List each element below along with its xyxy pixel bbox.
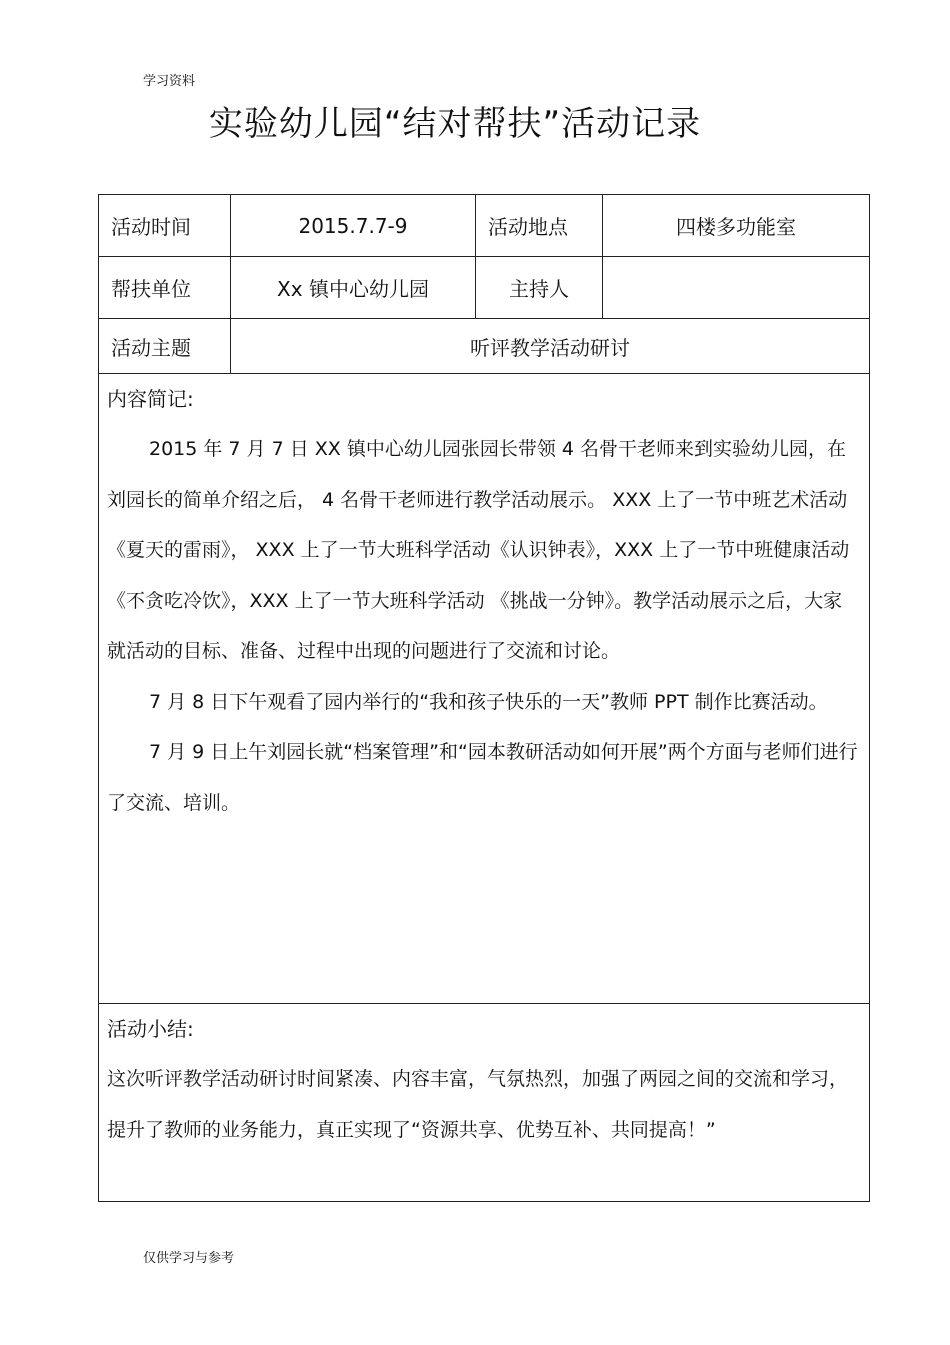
unit-value: Xx 镇中心幼儿园	[231, 257, 476, 319]
row-content	[99, 374, 870, 1004]
host-label: 主持人	[476, 257, 603, 319]
row-theme	[99, 319, 870, 374]
theme-value: 听评教学活动研讨	[231, 319, 870, 374]
unit-label: 帮扶单位	[99, 257, 231, 319]
content-paragraph: 2015 年 7 月 7 日 XX 镇中心幼儿园张园长带领 4 名骨干老师来到实验幼儿园，在刘园长的简单介绍之后， 4 名骨干老师进行教学活动展示。 XXX 上了一节中班艺术活动《夏天的雷雨》， XXX 上了一节大班科学活动《认识钟表》，XXX 上了一节中班健康活动 《不贪吃冷饮》，XXX 上了一节大班科学活动 《挑战一分钟》。教学活动展示之后，大家就活动的目标、准备、过程中出现的问题进行了交流和讨论。	[107, 438, 850, 662]
content-cell	[99, 374, 870, 1004]
time-value: 2015.7.7-9	[231, 195, 476, 257]
record-table	[98, 194, 870, 1202]
page-title: 实验幼儿园“结对帮扶”活动记录	[208, 104, 702, 144]
row-summary	[99, 1004, 870, 1202]
summary-text: 这次听评教学活动研讨时间紧凑、内容丰富，气氛热烈，加强了两园之间的交流和学习，提升了教师的业务能力，真正实现了“资源共享、优势互补、共同提高！”	[107, 1068, 849, 1141]
place-label: 活动地点	[476, 195, 603, 257]
host-value	[603, 257, 870, 319]
header-note: 学习资料	[143, 74, 196, 89]
row-time-place	[99, 195, 870, 257]
summary-label: 活动小结:	[107, 1017, 194, 1041]
content-label: 内容简记:	[107, 387, 194, 411]
row-unit-host	[99, 257, 870, 319]
time-label: 活动时间	[99, 195, 231, 257]
content-paragraph: 7 月 8 日下午观看了园内举行的“我和孩子快乐的一天”教师 PPT 制作比赛活动。	[149, 690, 828, 713]
content-paragraph: 7 月 9 日上午刘园长就“档案管理”和“园本教研活动如何开展”两个方面与老师们进行了交流、培训。	[107, 741, 858, 814]
theme-label: 活动主题	[99, 319, 231, 374]
place-value: 四楼多功能室	[603, 195, 870, 257]
footer-note: 仅供学习与参考	[143, 1251, 235, 1266]
summary-cell	[99, 1004, 870, 1202]
